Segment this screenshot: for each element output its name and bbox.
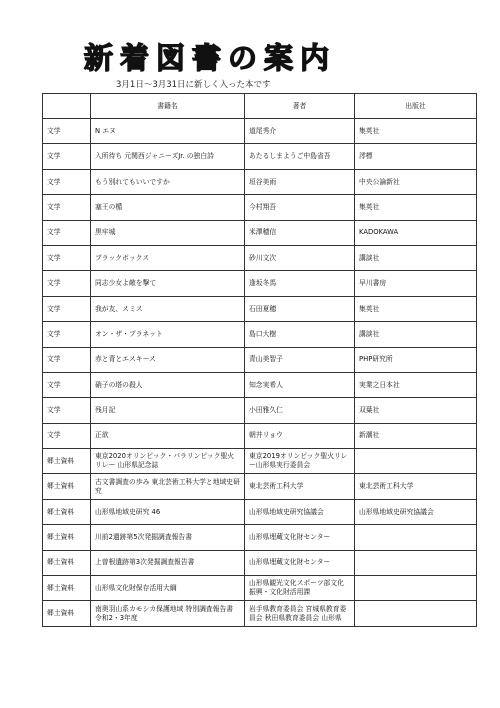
- cell-book-title: 南奥羽山系カモシカ保護地域 特別調査報告書 令和2・3年度: [91, 601, 245, 626]
- cell-book-title: ブラックボックス: [91, 245, 245, 270]
- table-row: [43, 576, 477, 601]
- cell-book-title: 赤と青とエスキース: [91, 347, 245, 372]
- cell-category: 文学: [43, 245, 91, 270]
- cell-book-title: 古文書調査の歩み 東北芸術工科大学と地域史研究: [91, 474, 245, 499]
- table-row: [43, 347, 477, 372]
- cell-author: 山形県観光文化スポーツ部文化振興・文化財活用課: [245, 576, 355, 601]
- cell-author: 山形県埋蔵文化財センター: [245, 525, 355, 550]
- cell-author: 島口大樹: [245, 322, 355, 347]
- table-row: [43, 423, 477, 448]
- table-row: [43, 525, 477, 550]
- cell-category: 文学: [43, 296, 91, 321]
- cell-author: 東京2019オリンピック聖火リレー山形県実行委員会: [245, 449, 355, 474]
- cell-book-title: 残月記: [91, 398, 245, 423]
- page-title: 新着図書の案内: [83, 41, 336, 75]
- cell-book-title: N エヌ: [91, 119, 245, 144]
- cell-author: 逢坂冬馬: [245, 271, 355, 296]
- cell-publisher: 早川書房: [355, 271, 477, 296]
- cell-category: 文学: [43, 169, 91, 194]
- cell-book-title: 山形県地域史研究 46: [91, 499, 245, 524]
- table-row: [43, 474, 477, 499]
- cell-author: 小田雅久仁: [245, 398, 355, 423]
- table-row: [43, 245, 477, 270]
- table-row: [43, 550, 477, 575]
- cell-author: 東北芸術工科大学: [245, 474, 355, 499]
- cell-category: 文学: [43, 347, 91, 372]
- cell-publisher: 澪標: [355, 144, 477, 169]
- cell-category: 郷土資料: [43, 601, 91, 626]
- cell-category: 文学: [43, 119, 91, 144]
- cell-publisher: [355, 525, 477, 550]
- table-row: [43, 220, 477, 245]
- header-author: 著者: [245, 94, 355, 119]
- cell-category: 郷土資料: [43, 576, 91, 601]
- cell-book-title: もう別れてもいいですか: [91, 169, 245, 194]
- cell-book-title: 我が友、スミス: [91, 296, 245, 321]
- page-subtitle: 3月1日～3月31日に新しく入った本です: [116, 80, 271, 90]
- header-category: [43, 94, 91, 119]
- cell-author: 砂川文次: [245, 245, 355, 270]
- cell-book-title: 同志少女よ敵を撃て: [91, 271, 245, 296]
- cell-category: 郷土資料: [43, 474, 91, 499]
- cell-author: 石田夏穂: [245, 296, 355, 321]
- cell-publisher: KADOKAWA: [355, 220, 477, 245]
- table-row: [43, 499, 477, 524]
- cell-publisher: [355, 601, 477, 626]
- cell-author: 道尾秀介: [245, 119, 355, 144]
- table-row: [43, 322, 477, 347]
- cell-publisher: 東北芸術工科大学: [355, 474, 477, 499]
- table-row: [43, 144, 477, 169]
- cell-author: 朝井リョウ: [245, 423, 355, 448]
- cell-author: 山形県地域史研究協議会: [245, 499, 355, 524]
- cell-author: 今村翔吾: [245, 195, 355, 220]
- cell-publisher: [355, 550, 477, 575]
- cell-publisher: 中央公論新社: [355, 169, 477, 194]
- cell-publisher: 新潮社: [355, 423, 477, 448]
- cell-author: 岩手県教育委員会 宮城県教育委員会 秋田県教育委員会 山形県: [245, 601, 355, 626]
- cell-category: 郷土資料: [43, 525, 91, 550]
- header-title: 書籍名: [91, 94, 245, 119]
- cell-book-title: 川前2遺跡第5次発掘調査報告書: [91, 525, 245, 550]
- cell-author: あたるしまようご中島省吾: [245, 144, 355, 169]
- cell-book-title: 東京2020オリンピック・パラリンピック聖火リレー 山形県記念誌: [91, 449, 245, 474]
- cell-book-title: 塞王の楯: [91, 195, 245, 220]
- cell-book-title: 黒牢城: [91, 220, 245, 245]
- table-row: [43, 296, 477, 321]
- cell-category: 文学: [43, 398, 91, 423]
- table-row: [43, 601, 477, 626]
- cell-book-title: 上曽根遺跡第3次発掘調査報告書: [91, 550, 245, 575]
- cell-publisher: 講談社: [355, 322, 477, 347]
- cell-category: 文学: [43, 372, 91, 397]
- cell-book-title: 入所待ち 元関西ジャニーズJr. の独白詩: [91, 144, 245, 169]
- cell-book-title: オン・ザ・プラネット: [91, 322, 245, 347]
- cell-book-title: 山形県文化財保存活用大綱: [91, 576, 245, 601]
- cell-category: 郷土資料: [43, 499, 91, 524]
- table-row: [43, 398, 477, 423]
- cell-book-title: 正欲: [91, 423, 245, 448]
- cell-category: 文学: [43, 423, 91, 448]
- cell-publisher: 集英社: [355, 195, 477, 220]
- table-row: [43, 271, 477, 296]
- cell-publisher: 集英社: [355, 119, 477, 144]
- cell-author: 山形県埋蔵文化財センター: [245, 550, 355, 575]
- table-row: [43, 195, 477, 220]
- cell-category: 郷土資料: [43, 550, 91, 575]
- cell-publisher: [355, 576, 477, 601]
- cell-category: 文学: [43, 220, 91, 245]
- header-publisher: 出版社: [355, 94, 477, 119]
- book-table: [42, 93, 477, 627]
- cell-publisher: 集英社: [355, 296, 477, 321]
- table-header-row: [43, 94, 477, 119]
- cell-publisher: 山形県地域史研究協議会: [355, 499, 477, 524]
- table-row: [43, 119, 477, 144]
- cell-category: 文学: [43, 195, 91, 220]
- cell-book-title: 硝子の塔の殺人: [91, 372, 245, 397]
- cell-category: 郷土資料: [43, 449, 91, 474]
- cell-publisher: 双葉社: [355, 398, 477, 423]
- cell-publisher: 実業之日本社: [355, 372, 477, 397]
- cell-author: 米澤穂信: [245, 220, 355, 245]
- cell-category: 文学: [43, 271, 91, 296]
- cell-publisher: PHP研究所: [355, 347, 477, 372]
- cell-publisher: 講談社: [355, 245, 477, 270]
- table-row: [43, 449, 477, 474]
- cell-author: 知念実希人: [245, 372, 355, 397]
- cell-category: 文学: [43, 322, 91, 347]
- cell-author: 垣谷美雨: [245, 169, 355, 194]
- table-row: [43, 372, 477, 397]
- table-row: [43, 169, 477, 194]
- cell-author: 青山美智子: [245, 347, 355, 372]
- cell-publisher: [355, 449, 477, 474]
- cell-category: 文学: [43, 144, 91, 169]
